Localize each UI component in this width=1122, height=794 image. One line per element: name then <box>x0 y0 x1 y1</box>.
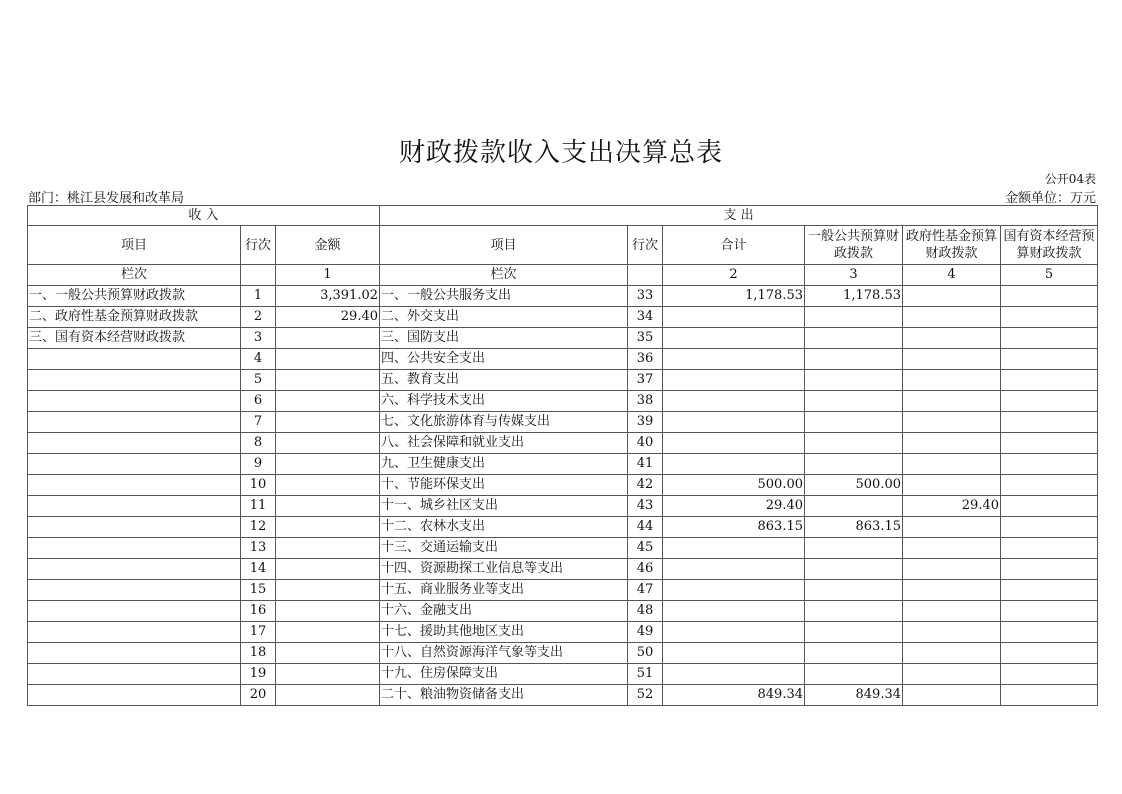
expense-item-cell: 四、公共安全支出 <box>380 349 628 370</box>
state-capital-cell <box>1001 685 1098 706</box>
income-item-cell <box>28 664 241 685</box>
total-cell <box>663 538 805 559</box>
total-header: 合计 <box>663 226 805 265</box>
expense-row-no-header: 行次 <box>628 226 663 265</box>
gov-fund-cell <box>903 454 1001 475</box>
gov-fund-cell <box>903 391 1001 412</box>
gov-fund-cell <box>903 307 1001 328</box>
expense-item-cell: 六、科学技术支出 <box>380 391 628 412</box>
state-capital-cell <box>1001 601 1098 622</box>
table-row <box>28 538 1098 559</box>
gov-fund-cell <box>903 622 1001 643</box>
gov-fund-cell <box>903 538 1001 559</box>
income-row-no-cell: 8 <box>241 433 276 454</box>
total-cell: 863.15 <box>663 517 805 538</box>
expense-row-no-cell: 38 <box>628 391 663 412</box>
expense-item-cell: 十九、住房保障支出 <box>380 664 628 685</box>
total-cell <box>663 664 805 685</box>
expense-item-cell: 十、节能环保支出 <box>380 475 628 496</box>
total-cell: 1,178.53 <box>663 286 805 307</box>
general-budget-cell <box>805 454 903 475</box>
general-budget-cell <box>805 580 903 601</box>
table-row <box>28 454 1098 475</box>
income-item-cell: 二、政府性基金预算财政拨款 <box>28 307 241 328</box>
income-amount-cell <box>276 664 380 685</box>
income-row-no-header: 行次 <box>241 226 276 265</box>
income-amount-cell: 29.40 <box>276 307 380 328</box>
income-item-cell: 三、国有资本经营财政拨款 <box>28 328 241 349</box>
income-row-no-cell: 15 <box>241 580 276 601</box>
income-item-cell <box>28 538 241 559</box>
table-row <box>28 685 1098 706</box>
expense-row-no-cell: 50 <box>628 643 663 664</box>
income-row-no-cell: 2 <box>241 307 276 328</box>
total-cell <box>663 433 805 454</box>
expense-row-no-cell: 36 <box>628 349 663 370</box>
table-row <box>28 580 1098 601</box>
expense-item-cell: 二、外交支出 <box>380 307 628 328</box>
table-row <box>28 349 1098 370</box>
income-row-no-cell: 14 <box>241 559 276 580</box>
table-row <box>28 622 1098 643</box>
general-budget-cell <box>805 349 903 370</box>
expense-row-no-cell: 44 <box>628 517 663 538</box>
column-index-state-capital: 5 <box>1001 265 1098 286</box>
expense-row-no-cell: 48 <box>628 601 663 622</box>
total-cell <box>663 349 805 370</box>
column-index-amount: 1 <box>276 265 380 286</box>
income-amount-cell <box>276 601 380 622</box>
column-index-empty <box>241 265 276 286</box>
table-row <box>28 475 1098 496</box>
general-budget-cell: 500.00 <box>805 475 903 496</box>
expense-item-cell: 十一、城乡社区支出 <box>380 496 628 517</box>
total-cell <box>663 307 805 328</box>
total-cell <box>663 580 805 601</box>
income-amount-cell <box>276 433 380 454</box>
expense-item-cell: 十八、自然资源海洋气象等支出 <box>380 643 628 664</box>
income-row-no-cell: 6 <box>241 391 276 412</box>
expense-item-cell: 八、社会保障和就业支出 <box>380 433 628 454</box>
table-row <box>28 496 1098 517</box>
income-row-no-cell: 13 <box>241 538 276 559</box>
gov-fund-cell <box>903 286 1001 307</box>
income-row-no-cell: 12 <box>241 517 276 538</box>
general-budget-cell <box>805 370 903 391</box>
income-item-cell <box>28 391 241 412</box>
expense-item-cell: 七、文化旅游体育与传媒支出 <box>380 412 628 433</box>
state-capital-cell <box>1001 349 1098 370</box>
expense-row-no-cell: 39 <box>628 412 663 433</box>
gov-fund-cell <box>903 601 1001 622</box>
income-row-no-cell: 1 <box>241 286 276 307</box>
total-cell: 849.34 <box>663 685 805 706</box>
table-row <box>28 664 1098 685</box>
unit-label: 金额单位：万元 <box>1004 191 1096 206</box>
income-item-cell: 一、一般公共预算财政拨款 <box>28 286 241 307</box>
income-amount-cell <box>276 559 380 580</box>
income-item-cell <box>28 580 241 601</box>
column-index-general: 3 <box>805 265 903 286</box>
general-budget-cell <box>805 412 903 433</box>
income-amount-cell <box>276 370 380 391</box>
general-budget-cell: 849.34 <box>805 685 903 706</box>
income-item-cell <box>28 622 241 643</box>
table-row <box>28 517 1098 538</box>
gov-fund-cell <box>903 685 1001 706</box>
income-row-no-cell: 10 <box>241 475 276 496</box>
expense-row-no-cell: 43 <box>628 496 663 517</box>
income-amount-cell <box>276 454 380 475</box>
total-cell <box>663 370 805 391</box>
general-budget-cell <box>805 664 903 685</box>
general-budget-cell <box>805 328 903 349</box>
income-row-no-cell: 7 <box>241 412 276 433</box>
expense-item-cell: 十六、金融支出 <box>380 601 628 622</box>
budget-table <box>27 205 1098 706</box>
income-amount-cell <box>276 580 380 601</box>
income-amount-cell: 3,391.02 <box>276 286 380 307</box>
form-code: 公开04表 <box>1044 172 1096 186</box>
income-row-no-cell: 9 <box>241 454 276 475</box>
total-cell: 500.00 <box>663 475 805 496</box>
income-item-cell <box>28 349 241 370</box>
state-capital-cell <box>1001 496 1098 517</box>
income-row-no-cell: 3 <box>241 328 276 349</box>
income-row-no-cell: 5 <box>241 370 276 391</box>
income-amount-cell <box>276 643 380 664</box>
general-budget-cell <box>805 307 903 328</box>
income-item-cell <box>28 412 241 433</box>
income-amount-cell <box>276 475 380 496</box>
income-item-cell <box>28 454 241 475</box>
state-capital-cell <box>1001 475 1098 496</box>
expense-row-no-cell: 37 <box>628 370 663 391</box>
table-row <box>28 328 1098 349</box>
income-row-no-cell: 4 <box>241 349 276 370</box>
expense-row-no-cell: 33 <box>628 286 663 307</box>
income-amount-header: 金额 <box>276 226 380 265</box>
general-budget-cell <box>805 601 903 622</box>
expense-group-header: 支 出 <box>380 206 1098 226</box>
expense-item-cell: 五、教育支出 <box>380 370 628 391</box>
income-amount-cell <box>276 517 380 538</box>
expense-item-cell: 三、国防支出 <box>380 328 628 349</box>
income-item-cell <box>28 475 241 496</box>
state-capital-cell <box>1001 307 1098 328</box>
state-capital-cell <box>1001 454 1098 475</box>
gov-fund-cell <box>903 664 1001 685</box>
total-cell: 29.40 <box>663 496 805 517</box>
income-row-no-cell: 11 <box>241 496 276 517</box>
income-row-no-cell: 18 <box>241 643 276 664</box>
expense-item-cell: 十四、资源勘探工业信息等支出 <box>380 559 628 580</box>
table-row <box>28 307 1098 328</box>
gov-fund-cell: 29.40 <box>903 496 1001 517</box>
state-capital-cell <box>1001 664 1098 685</box>
expense-row-no-cell: 45 <box>628 538 663 559</box>
table-row <box>28 286 1098 307</box>
income-amount-cell <box>276 349 380 370</box>
state-capital-cell <box>1001 517 1098 538</box>
gov-fund-cell <box>903 328 1001 349</box>
total-cell <box>663 391 805 412</box>
gov-fund-header: 政府性基金预算财政拨款 <box>903 226 1001 265</box>
income-row-no-cell: 16 <box>241 601 276 622</box>
general-budget-cell <box>805 643 903 664</box>
income-row-no-cell: 20 <box>241 685 276 706</box>
income-item-cell <box>28 559 241 580</box>
table-row <box>28 433 1098 454</box>
general-budget-cell <box>805 391 903 412</box>
general-budget-cell <box>805 433 903 454</box>
income-amount-cell <box>276 496 380 517</box>
column-index-label: 栏次 <box>28 265 241 286</box>
state-capital-header: 国有资本经营预算财政拨款 <box>1001 226 1098 265</box>
state-capital-cell <box>1001 412 1098 433</box>
state-capital-cell <box>1001 622 1098 643</box>
general-budget-cell <box>805 622 903 643</box>
column-index-gov-fund: 4 <box>903 265 1001 286</box>
expense-item-cell: 十三、交通运输支出 <box>380 538 628 559</box>
general-budget-cell: 1,178.53 <box>805 286 903 307</box>
expense-row-no-cell: 34 <box>628 307 663 328</box>
gov-fund-cell <box>903 517 1001 538</box>
gov-fund-cell <box>903 433 1001 454</box>
gov-fund-cell <box>903 559 1001 580</box>
income-item-cell <box>28 685 241 706</box>
income-amount-cell <box>276 622 380 643</box>
table-body <box>28 286 1098 706</box>
expense-item-header: 项目 <box>380 226 628 265</box>
state-capital-cell <box>1001 643 1098 664</box>
income-item-header: 项目 <box>28 226 241 265</box>
income-row-no-cell: 19 <box>241 664 276 685</box>
table-row <box>28 601 1098 622</box>
state-capital-cell <box>1001 580 1098 601</box>
page-title: 财政拨款收入支出决算总表 <box>398 138 723 168</box>
state-capital-cell <box>1001 433 1098 454</box>
income-item-cell <box>28 601 241 622</box>
total-cell <box>663 412 805 433</box>
table-row <box>28 559 1098 580</box>
expense-item-cell: 十七、援助其他地区支出 <box>380 622 628 643</box>
income-amount-cell <box>276 538 380 559</box>
state-capital-cell <box>1001 559 1098 580</box>
expense-row-no-cell: 49 <box>628 622 663 643</box>
column-index-exp-label: 栏次 <box>380 265 628 286</box>
column-index-total: 2 <box>663 265 805 286</box>
expense-item-cell: 九、卫生健康支出 <box>380 454 628 475</box>
income-amount-cell <box>276 685 380 706</box>
income-amount-cell <box>276 328 380 349</box>
gov-fund-cell <box>903 370 1001 391</box>
expense-row-no-cell: 40 <box>628 433 663 454</box>
expense-item-cell: 一、一般公共服务支出 <box>380 286 628 307</box>
expense-row-no-cell: 42 <box>628 475 663 496</box>
general-budget-cell <box>805 538 903 559</box>
department-label: 部门：桃江县发展和改革局 <box>28 191 185 206</box>
expense-item-cell: 十五、商业服务业等支出 <box>380 580 628 601</box>
state-capital-cell <box>1001 370 1098 391</box>
income-item-cell <box>28 370 241 391</box>
expense-row-no-cell: 52 <box>628 685 663 706</box>
total-cell <box>663 559 805 580</box>
expense-item-cell: 十二、农林水支出 <box>380 517 628 538</box>
state-capital-cell <box>1001 328 1098 349</box>
general-budget-header: 一般公共预算财政拨款 <box>805 226 903 265</box>
general-budget-cell <box>805 496 903 517</box>
gov-fund-cell <box>903 475 1001 496</box>
expense-row-no-cell: 41 <box>628 454 663 475</box>
general-budget-cell <box>805 559 903 580</box>
income-amount-cell <box>276 412 380 433</box>
table-row <box>28 370 1098 391</box>
state-capital-cell <box>1001 286 1098 307</box>
income-group-header: 收 入 <box>28 206 380 226</box>
table-row <box>28 643 1098 664</box>
income-item-cell <box>28 517 241 538</box>
income-row-no-cell: 17 <box>241 622 276 643</box>
total-cell <box>663 622 805 643</box>
gov-fund-cell <box>903 643 1001 664</box>
expense-row-no-cell: 47 <box>628 580 663 601</box>
expense-item-cell: 二十、粮油物资储备支出 <box>380 685 628 706</box>
income-item-cell <box>28 433 241 454</box>
total-cell <box>663 601 805 622</box>
general-budget-cell: 863.15 <box>805 517 903 538</box>
gov-fund-cell <box>903 580 1001 601</box>
income-item-cell <box>28 496 241 517</box>
expense-row-no-cell: 51 <box>628 664 663 685</box>
income-amount-cell <box>276 391 380 412</box>
total-cell <box>663 454 805 475</box>
expense-row-no-cell: 46 <box>628 559 663 580</box>
expense-row-no-cell: 35 <box>628 328 663 349</box>
column-index-empty <box>628 265 663 286</box>
table-row <box>28 412 1098 433</box>
total-cell <box>663 643 805 664</box>
gov-fund-cell <box>903 412 1001 433</box>
income-item-cell <box>28 643 241 664</box>
total-cell <box>663 328 805 349</box>
table-row <box>28 391 1098 412</box>
state-capital-cell <box>1001 391 1098 412</box>
gov-fund-cell <box>903 349 1001 370</box>
state-capital-cell <box>1001 538 1098 559</box>
